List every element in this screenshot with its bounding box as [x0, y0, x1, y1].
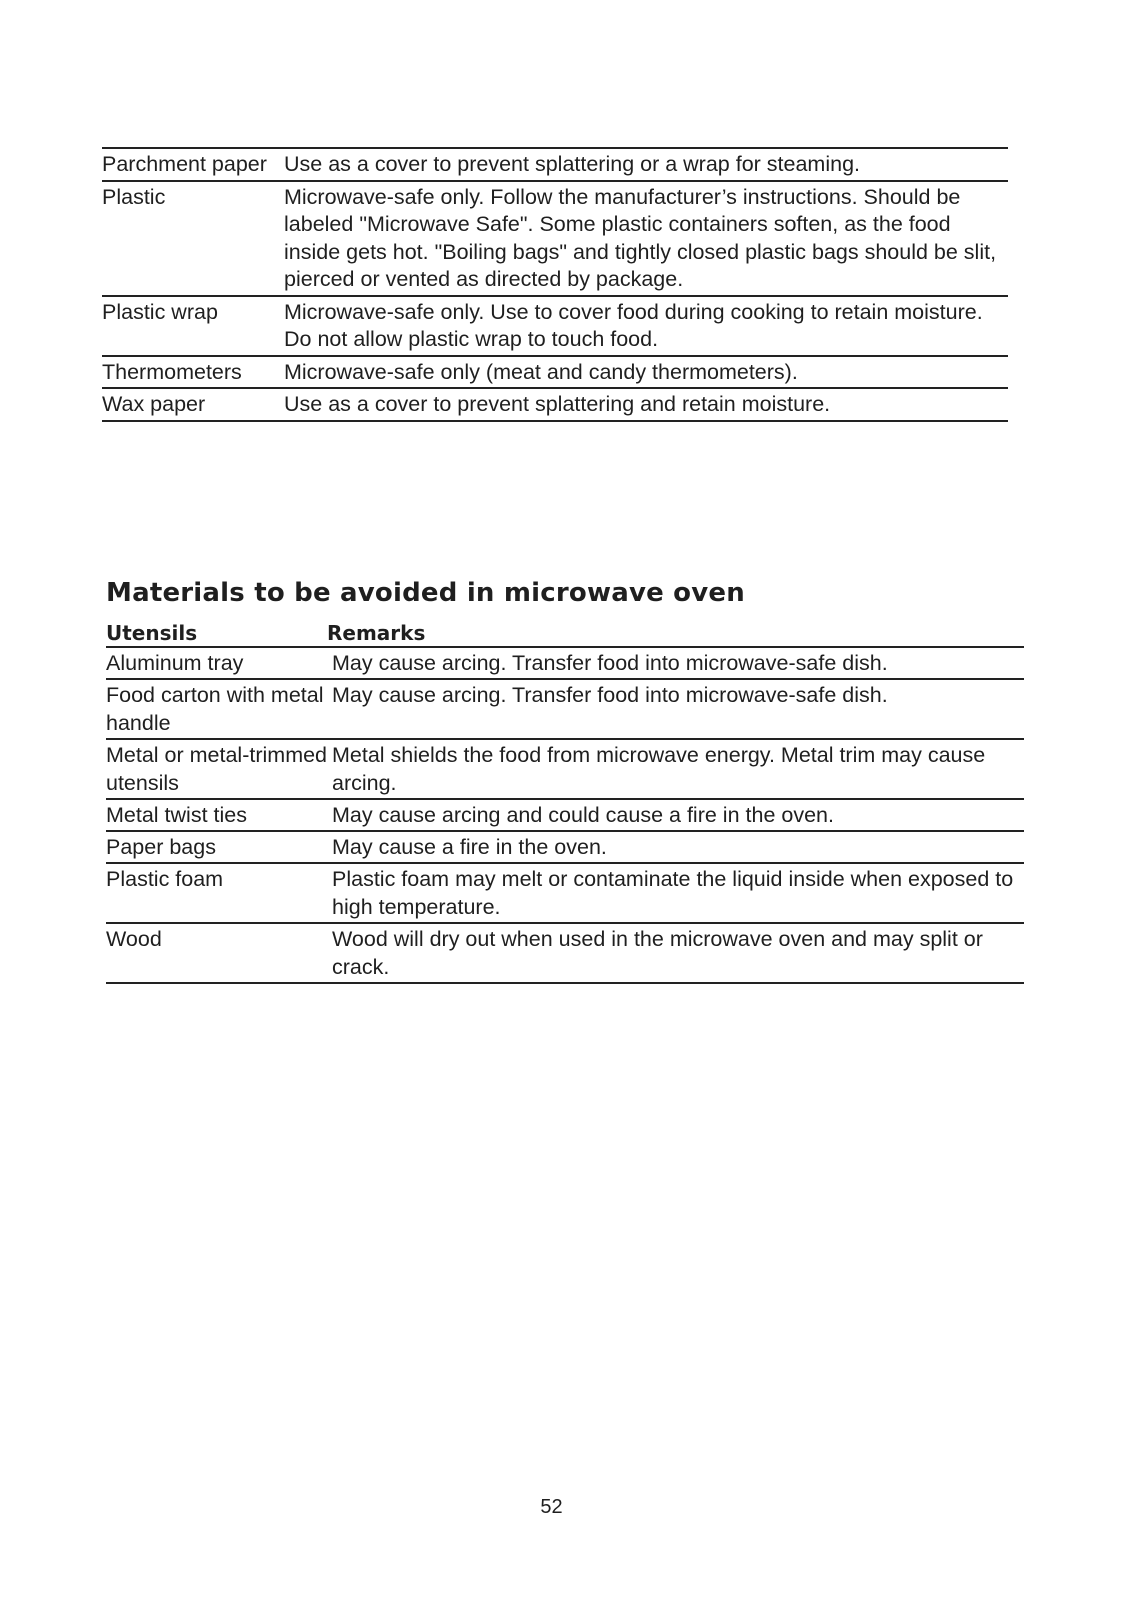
table-row — [106, 832, 1024, 864]
utensil-cell: Plastic foam — [106, 867, 224, 891]
table-row — [102, 182, 1008, 297]
text-cell: Microwave-safe only. Follow the manufacturer’s instructions. Should be labeled "Microwave Safe". Some plastic containers soften, as the food inside gets hot. "Boiling bags" and tightly closed plastic bags should be slit, pierced or vented as directed by package. — [284, 184, 997, 291]
table-row — [106, 864, 1024, 924]
table-header — [106, 620, 1024, 648]
remark-cell: May cause a fire in the oven. — [332, 835, 607, 859]
utensil-cell: Wood — [106, 927, 162, 951]
item-cell: Plastic — [102, 184, 166, 209]
text-cell: Use as a cover to prevent splattering and retain moisture. — [284, 392, 831, 416]
utensil-cell: Metal twist ties — [106, 803, 247, 827]
table-row — [102, 389, 1008, 422]
utensil-cell: Food carton with metal handle — [106, 683, 324, 735]
remark-cell: Plastic foam may melt or contaminate the liquid inside when exposed to high temperature. — [332, 867, 1014, 919]
item-cell: Parchment paper — [102, 152, 267, 176]
text-cell: Microwave-safe only (meat and candy thermometers). — [284, 359, 798, 384]
table-row — [102, 357, 1008, 390]
materials-avoid-table — [106, 620, 1024, 984]
table-row — [106, 648, 1024, 680]
table-row — [106, 680, 1024, 740]
utensil-cell: Metal or metal-trimmed utensils — [106, 743, 328, 795]
table-row — [106, 740, 1024, 800]
table-row — [102, 297, 1008, 357]
table-row — [106, 800, 1024, 832]
section-title: Materials to be avoided in microwave oven — [106, 578, 745, 608]
header-remarks: Remarks — [327, 621, 426, 645]
table-row — [102, 149, 1008, 182]
remark-cell: Wood will dry out when used in the microwave oven and may split or crack. — [332, 927, 983, 979]
utensil-cell: Paper bags — [106, 835, 216, 859]
item-cell: Thermometers — [102, 359, 242, 384]
remark-cell: May cause arcing. Transfer food into microwave-safe dish. — [332, 651, 888, 675]
remark-cell: Metal shields the food from microwave energy. Metal trim may cause arcing. — [332, 743, 986, 795]
item-cell: Plastic wrap — [102, 299, 218, 324]
utensil-cell: Aluminum tray — [106, 651, 244, 675]
remark-cell: May cause arcing. Transfer food into microwave-safe dish. — [332, 683, 888, 707]
text-cell: Microwave-safe only. Use to cover food during cooking to retain moisture. Do not allow plastic wrap to touch food. — [284, 299, 983, 351]
remark-cell: May cause arcing and could cause a fire in the oven. — [332, 803, 834, 827]
page-number: 52 — [540, 1496, 563, 1518]
table-row — [106, 924, 1024, 984]
header-utensils: Utensils — [106, 621, 198, 645]
item-cell: Wax paper — [102, 392, 206, 416]
materials-ok-table — [102, 147, 1008, 422]
text-cell: Use as a cover to prevent splattering or a wrap for steaming. — [284, 152, 860, 176]
